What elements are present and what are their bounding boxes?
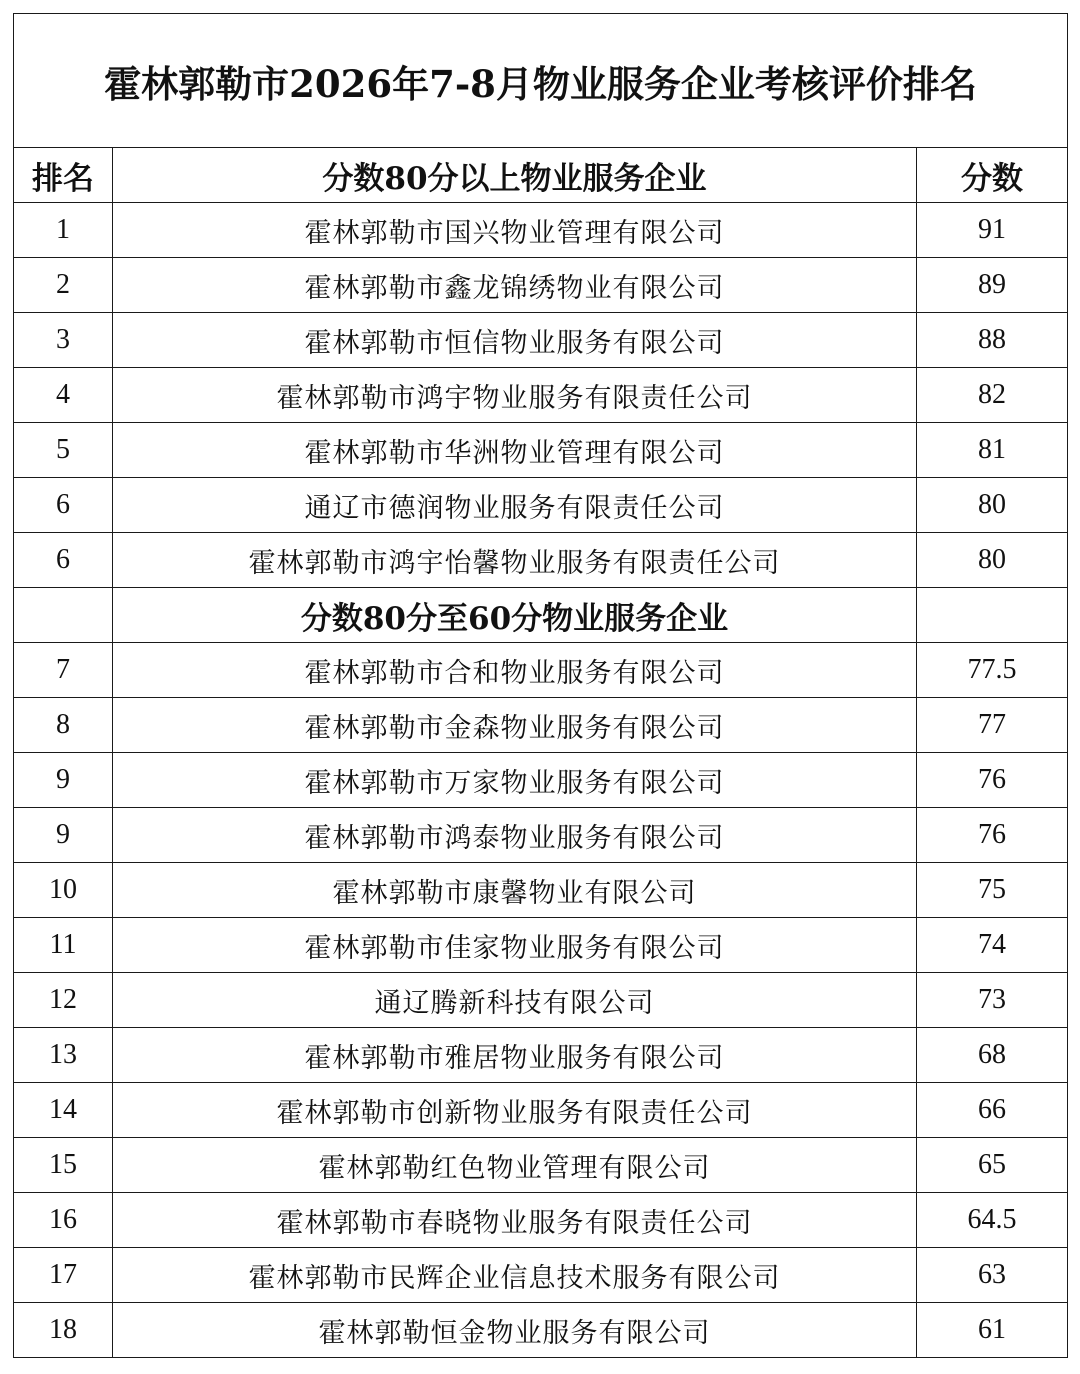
company-name-cell: 霍林郭勒市华洲物业管理有限公司 [113,423,917,478]
score-cell: 77 [917,698,1068,753]
header-row [14,148,1068,203]
score-cell: 81 [917,423,1068,478]
rank-cell: 10 [14,863,113,918]
company-name-cell: 霍林郭勒市创新物业服务有限责任公司 [113,1083,917,1138]
table-row [14,368,1068,423]
section2-header-row [14,588,1068,643]
company-name-cell: 霍林郭勒市鑫龙锦绣物业有限公司 [113,258,917,313]
rank-cell: 2 [14,258,113,313]
company-name-cell: 通辽腾新科技有限公司 [113,973,917,1028]
score-cell: 68 [917,1028,1068,1083]
score-cell: 76 [917,808,1068,863]
ranking-table [13,13,1068,1358]
table-row [14,698,1068,753]
company-name-cell: 霍林郭勒市国兴物业管理有限公司 [113,203,917,258]
score-cell: 89 [917,258,1068,313]
table-row [14,1303,1068,1358]
rank-cell: 16 [14,1193,113,1248]
company-name-cell: 霍林郭勒市鸿泰物业服务有限公司 [113,808,917,863]
table-row [14,258,1068,313]
table-row [14,973,1068,1028]
table-row [14,1083,1068,1138]
table-row [14,533,1068,588]
table-row [14,1193,1068,1248]
rank-cell: 14 [14,1083,113,1138]
company-name-cell: 霍林郭勒红色物业管理有限公司 [113,1138,917,1193]
table-row [14,1138,1068,1193]
company-name-cell: 霍林郭勒市合和物业服务有限公司 [113,643,917,698]
rank-cell: 9 [14,753,113,808]
score-cell: 73 [917,973,1068,1028]
score-cell: 65 [917,1138,1068,1193]
table-row [14,478,1068,533]
rank-cell: 17 [14,1248,113,1303]
score-cell: 82 [917,368,1068,423]
score-cell: 88 [917,313,1068,368]
company-name-cell: 霍林郭勒市恒信物业服务有限公司 [113,313,917,368]
score-cell: 63 [917,1248,1068,1303]
company-name-cell: 霍林郭勒市鸿宇怡馨物业服务有限责任公司 [113,533,917,588]
score-cell: 74 [917,918,1068,973]
rank-header: 排名 [14,148,113,203]
score-cell: 91 [917,203,1068,258]
rank-cell: 6 [14,478,113,533]
section2-blank-left [14,588,113,643]
rank-cell: 4 [14,368,113,423]
company-name-cell: 霍林郭勒市民辉企业信息技术服务有限公司 [113,1248,917,1303]
table-row [14,313,1068,368]
table-row [14,423,1068,478]
score-cell: 80 [917,478,1068,533]
score-header: 分数 [917,148,1068,203]
table-row [14,753,1068,808]
company-name-cell: 霍林郭勒市万家物业服务有限公司 [113,753,917,808]
rank-cell: 12 [14,973,113,1028]
rank-cell: 5 [14,423,113,478]
rank-cell: 9 [14,808,113,863]
rank-cell: 8 [14,698,113,753]
section2-header: 分数80分至60分物业服务企业 [113,588,917,643]
section1-header: 分数80分以上物业服务企业 [113,148,917,203]
rank-cell: 7 [14,643,113,698]
score-cell: 76 [917,753,1068,808]
table-row [14,1028,1068,1083]
table-row [14,918,1068,973]
score-cell: 64.5 [917,1193,1068,1248]
rank-cell: 6 [14,533,113,588]
score-cell: 75 [917,863,1068,918]
rank-cell: 15 [14,1138,113,1193]
table-row [14,863,1068,918]
company-name-cell: 霍林郭勒市春晓物业服务有限责任公司 [113,1193,917,1248]
rank-cell: 11 [14,918,113,973]
company-name-cell: 霍林郭勒市康馨物业有限公司 [113,863,917,918]
company-name-cell: 霍林郭勒市鸿宇物业服务有限责任公司 [113,368,917,423]
rank-cell: 13 [14,1028,113,1083]
page-title: 霍林郭勒市2026年7-8月物业服务企业考核评价排名 [14,14,1068,148]
table-row [14,643,1068,698]
score-cell: 61 [917,1303,1068,1358]
table-row [14,808,1068,863]
company-name-cell: 通辽市德润物业服务有限责任公司 [113,478,917,533]
score-cell: 77.5 [917,643,1068,698]
rank-cell: 18 [14,1303,113,1358]
section2-blank-right [917,588,1068,643]
table-row [14,203,1068,258]
title-row [14,14,1068,148]
table-row [14,1248,1068,1303]
score-cell: 80 [917,533,1068,588]
company-name-cell: 霍林郭勒市金森物业服务有限公司 [113,698,917,753]
score-cell: 66 [917,1083,1068,1138]
rank-cell: 3 [14,313,113,368]
company-name-cell: 霍林郭勒市佳家物业服务有限公司 [113,918,917,973]
company-name-cell: 霍林郭勒恒金物业服务有限公司 [113,1303,917,1358]
rank-cell: 1 [14,203,113,258]
company-name-cell: 霍林郭勒市雅居物业服务有限公司 [113,1028,917,1083]
